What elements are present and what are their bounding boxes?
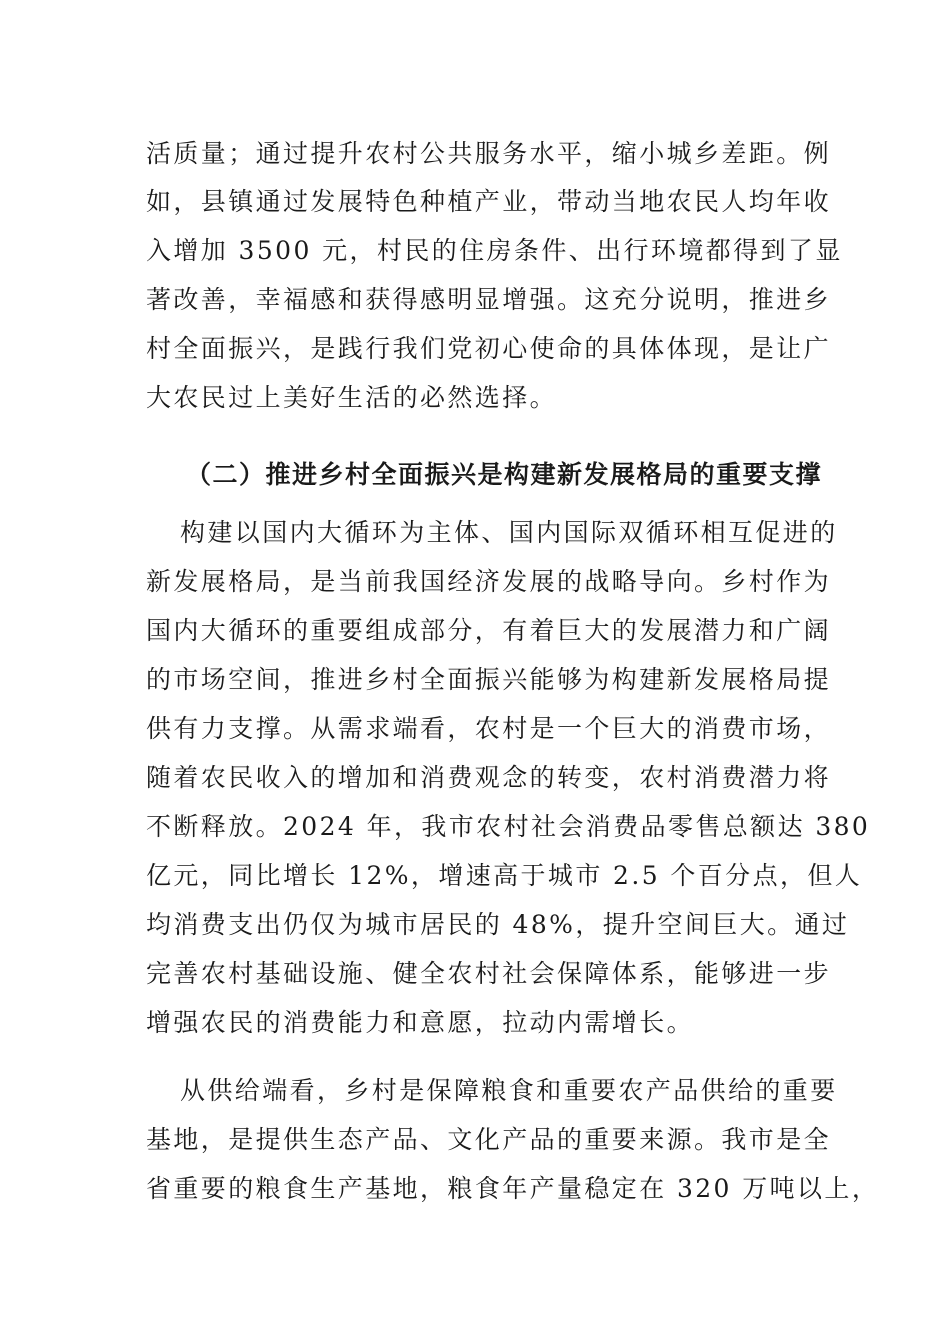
section-heading: （二）推进乡村全面振兴是构建新发展格局的重要支撑	[186, 460, 823, 489]
paragraph-2-line-4: 的市场空间，推进乡村全面振兴能够为构建新发展格局提	[146, 665, 832, 694]
paragraph-2-line-9: 均消费支出仍仅为城市居民的 48%，提升空间巨大。通过	[146, 910, 850, 939]
paragraph-3-line-2: 基地，是提供生态产品、文化产品的重要来源。我市是全	[146, 1125, 832, 1154]
paragraph-2-line-2: 新发展格局，是当前我国经济发展的战略导向。乡村作为	[146, 567, 832, 596]
paragraph-2-line-5: 供有力支撑。从需求端看，农村是一个巨大的消费市场，	[146, 714, 832, 743]
paragraph-2-line-1: 构建以国内大循环为主体、国内国际双循环相互促进的	[180, 518, 838, 547]
paragraph-2-line-10: 完善农村基础设施、健全农村社会保障体系，能够进一步	[146, 959, 832, 988]
paragraph-1-line-2: 如，县镇通过发展特色种植产业，带动当地农民人均年收	[146, 187, 832, 216]
paragraph-2-line-6: 随着农民收入的增加和消费观念的转变，农村消费潜力将	[146, 763, 832, 792]
paragraph-1-line-5: 村全面振兴，是践行我们党初心使命的具体体现，是让广	[146, 334, 832, 363]
paragraph-1-line-6: 大农民过上美好生活的必然选择。	[146, 383, 558, 412]
paragraph-2-line-8: 亿元，同比增长 12%，增速高于城市 2.5 个百分点，但人	[146, 861, 863, 890]
paragraph-1-line-3: 入增加 3500 元，村民的住房条件、出行环境都得到了显	[146, 236, 843, 265]
paragraph-3-line-1: 从供给端看，乡村是保障粮食和重要农产品供给的重要	[180, 1076, 838, 1105]
paragraph-1-line-1: 活质量；通过提升农村公共服务水平，缩小城乡差距。例	[146, 139, 832, 168]
paragraph-1-line-4: 著改善，幸福感和获得感明显增强。这充分说明，推进乡	[146, 285, 832, 314]
paragraph-2-line-7: 不断释放。2024 年，我市农村社会消费品零售总额达 380	[146, 812, 871, 841]
paragraph-3-line-3: 省重要的粮食生产基地，粮食年产量稳定在 320 万吨以上，	[146, 1174, 880, 1203]
paragraph-2-line-11: 增强农民的消费能力和意愿，拉动内需增长。	[146, 1008, 695, 1037]
paragraph-2-line-3: 国内大循环的重要组成部分，有着巨大的发展潜力和广阔	[146, 616, 832, 645]
